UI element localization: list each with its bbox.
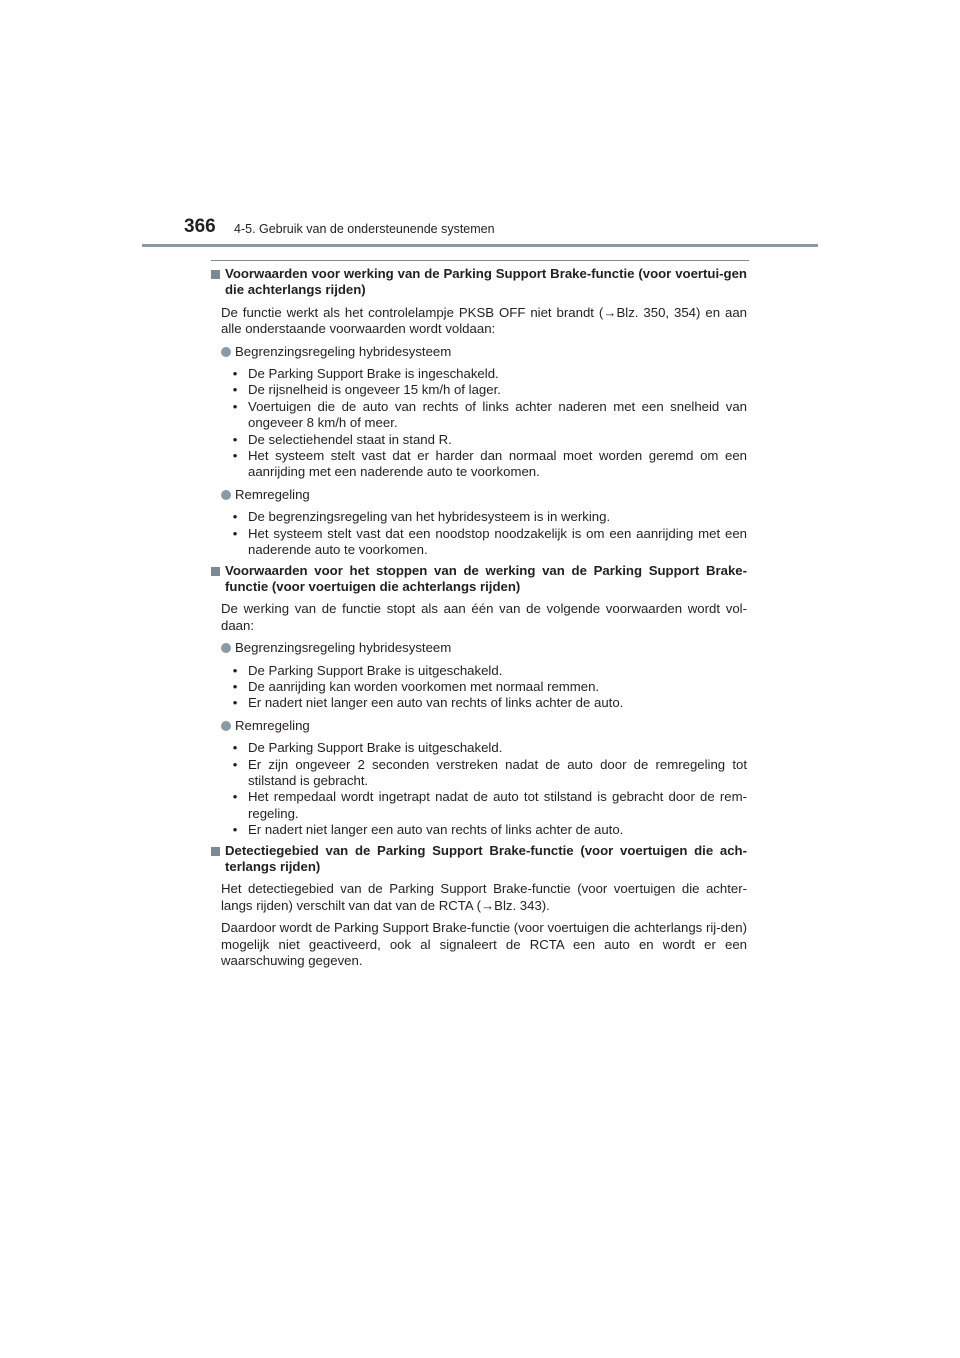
list-item: • Er zijn ongeveer 2 seconden verstreken nadat de auto door de remregeling tot stilstand is gebracht.: [232, 756, 747, 788]
list-item: • Er nadert niet langer een auto van rechts of links achter de auto.: [232, 822, 624, 838]
section-paragraph: Daardoor wordt de Parking Support Brake-functie (voor voertuigen die achterlangs rij-den) mogelijk niet geactiveerd, ook al signaleert de RCTA een auto en wordt er een waarschuwing gegeven.: [221, 920, 747, 969]
list-item: • Voertuigen die de auto van rechts of links achter naderen met een snelheid van ongeveer 8 km/h of meer.: [232, 398, 747, 431]
header-rule: [142, 244, 818, 247]
section-heading: [211, 266, 747, 299]
page-content: [211, 266, 747, 969]
group-label: Begrenzingsregeling hybridesysteem: [235, 343, 452, 359]
circle-bullet-icon: [221, 643, 231, 653]
list-item: • De Parking Support Brake is ingeschakeld.: [232, 366, 499, 382]
list-item: • Het rempedaal wordt ingetrapt nadat de auto tot stilstand is gebracht door de rem-regeling.: [232, 789, 747, 821]
circle-bullet-icon: [221, 721, 231, 731]
list-item: • De begrenzingsregeling van het hybridesysteem is in werking.: [232, 509, 611, 525]
list-item: • Het systeem stelt vast dat er harder dan normaal moet worden geremd om een aanrijding met een naderende auto te voorkomen.: [232, 448, 747, 480]
content-rule: [211, 260, 749, 261]
list-item: • De aanrijding kan worden voorkomen met normaal remmen.: [232, 678, 600, 694]
square-bullet-icon: [211, 270, 220, 279]
group-heading: [221, 718, 747, 734]
bullet-list: [211, 509, 747, 558]
section-paragraph: Het detectiegebied van de Parking Support Brake-functie (voor voertuigen die achter-langs rijden) verschilt van dat van de RCTA (→Blz. 343).: [221, 881, 747, 913]
group-label: Remregeling: [235, 717, 310, 733]
circle-bullet-icon: [221, 490, 231, 500]
section-stop-conditions: [211, 563, 747, 839]
bullet-list: [211, 740, 747, 838]
section-title: Voorwaarden voor werking van de Parking Support Brake-functie (voor voertui-gen die achterlangs rijden): [225, 266, 747, 298]
circle-bullet-icon: [221, 347, 231, 357]
square-bullet-icon: [211, 847, 220, 856]
section-operating-conditions: [211, 266, 747, 559]
list-item: • Er nadert niet langer een auto van rechts of links achter de auto.: [232, 695, 624, 711]
group-label: Remregeling: [235, 486, 310, 502]
section-paragraph: De werking van de functie stopt als aan één van de volgende voorwaarden wordt vol-daan:: [221, 601, 747, 633]
square-bullet-icon: [211, 567, 220, 576]
list-item: • De Parking Support Brake is uitgeschakeld.: [232, 740, 503, 756]
chapter-title: 4-5. Gebruik van de ondersteunende systemen: [234, 222, 495, 236]
group-label: Begrenzingsregeling hybridesysteem: [235, 640, 452, 656]
section-title: Detectiegebied van de Parking Support Brake-functie (voor voertuigen die ach-terlangs rijden): [225, 842, 747, 874]
list-item: • De rijsnelheid is ongeveer 15 km/h of lager.: [232, 382, 501, 398]
bullet-list: [211, 366, 747, 481]
list-item: • Het systeem stelt vast dat een noodstop noodzakelijk is om een aanrijding met een naderende auto te voorkomen.: [232, 525, 747, 558]
section-detection-area: [211, 843, 747, 970]
page-number: 366: [184, 216, 216, 237]
bullet-list: [211, 663, 747, 712]
section-heading: [211, 843, 747, 876]
section-heading: [211, 563, 747, 596]
list-item: • De selectiehendel staat in stand R.: [232, 431, 452, 447]
group-heading: [221, 640, 747, 656]
list-item: • De Parking Support Brake is uitgeschakeld.: [232, 662, 503, 678]
section-title: Voorwaarden voor het stoppen van de werking van de Parking Support Brake-functie (voor voertuigen die achterlangs rijden): [225, 562, 747, 594]
section-paragraph: De functie werkt als het controlelampje PKSB OFF niet brandt (→Blz. 350, 354) en aan alle onderstaande voorwaarden wordt voldaan:: [221, 304, 747, 337]
group-heading: [221, 487, 747, 503]
group-heading: [221, 344, 747, 360]
